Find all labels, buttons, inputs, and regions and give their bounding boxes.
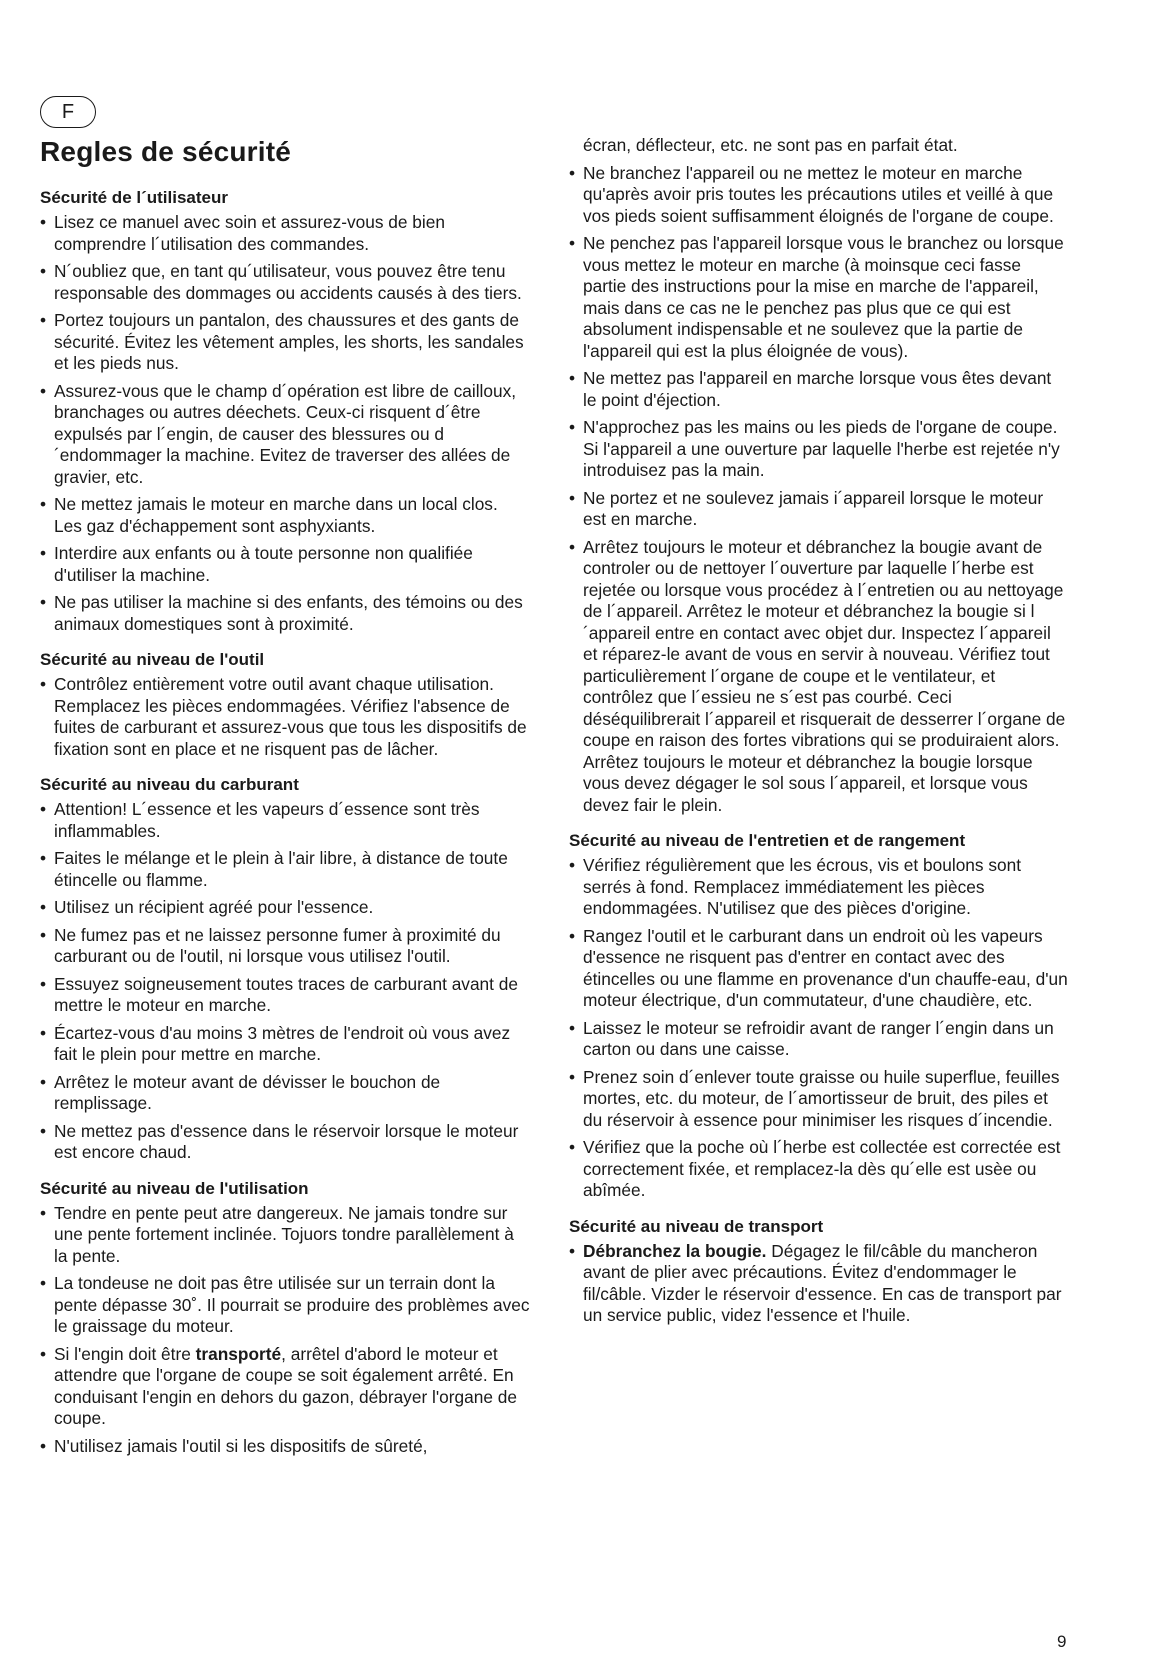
- list-item: • N'utilisez jamais l'outil si les dispositifs de sûreté,: [40, 1435, 428, 1456]
- section-heading-user: Sécurité de l´utilisateur: [40, 188, 228, 207]
- tool-safety-list: [40, 674, 530, 760]
- list-item: • Interdire aux enfants ou à toute personne non qualifiée d'utiliser la machine.: [40, 543, 473, 585]
- left-column: [40, 187, 530, 1463]
- right-column: [569, 135, 1069, 1333]
- list-item: • Contrôlez entièrement votre outil avant chaque utilisation. Remplacez les pièces endommagées. Vérifiez l'absence de fuites de carburant et assurez-vous que tous les dispositifs de fixation sont en place et ne risquent pas de lâcher.: [40, 674, 527, 759]
- list-item: • Ne mettez pas l'appareil en marche lorsque vous êtes devant le point d'éjection.: [569, 368, 1052, 410]
- list-item: • Assurez-vous que le champ d´opération est libre de cailloux, branchages ou autres déechets. Ceux-ci risquent d´être expulsés par l´engin, de causer des blessures ou d´endommager la machine. Evitez de traverser des allées de gravier, etc.: [40, 380, 517, 487]
- list-item: • La tondeuse ne doit pas être utilisée sur un terrain dont la pente dépasse 30˚. Il pourrait se produire des problèmes avec le graissage du moteur.: [40, 1273, 530, 1336]
- list-item: • Ne mettez pas d'essence dans le réservoir lorsque le moteur est encore chaud.: [40, 1120, 519, 1162]
- section-heading-tool: Sécurité au niveau de l'outil: [40, 650, 265, 669]
- maintenance-safety-list: [569, 855, 1069, 1202]
- list-item: • Écartez-vous d'au moins 3 mètres de l'endroit où vous avez fait le plein pour mettre en marche.: [40, 1022, 511, 1064]
- list-item: • Prenez soin d´enlever toute graisse ou huile superflue, feuilles mortes, etc. du moteur, de l´amortisseur de bruit, des piles et du réservoir à essence pour minimiser les risques d´incendie.: [569, 1066, 1060, 1130]
- continued-list: [569, 163, 1069, 817]
- page-title: Regles de sécurité: [40, 136, 292, 167]
- list-item: • Vérifiez régulièrement que les écrous, vis et boulons sont serrés à fond. Remplacez immédiatement les pièces endommagées. N'utilisez que des pièces d'origine.: [569, 855, 1022, 918]
- list-item: • Ne pas utiliser la machine si des enfants, des témoins ou des animaux domestiques sont à proximité.: [40, 592, 523, 634]
- language-badge: [40, 96, 96, 128]
- list-item: • Utilisez un récipient agréé pour l'essence.: [40, 897, 374, 917]
- list-item: • Laissez le moteur se refroidir avant de ranger l´engin dans un carton ou dans une caisse.: [569, 1017, 1054, 1059]
- list-item: • Lisez ce manuel avec soin et assurez-vous de bien comprendre l´utilisation des commandes.: [40, 212, 445, 254]
- list-item: • Ne branchez l'appareil ou ne mettez le moteur en marche qu'après avoir pris toutes les précautions utiles et veillé à que vos pieds soient suffisamment éloignés de l'organe de coupe.: [569, 162, 1054, 226]
- list-item: • Attention! L´essence et les vapeurs d´essence sont très inflammables.: [40, 799, 480, 841]
- section-heading-maintenance: Sécurité au niveau de l'entretien et de rangement: [569, 831, 966, 850]
- list-item: • Ne fumez pas et ne laissez personne fumer à proximité du carburant ou de l'outil, ni lorsque vous utilisez l'outil.: [40, 924, 501, 966]
- language-badge-label: F: [61, 101, 75, 123]
- section-heading-transport: Sécurité au niveau de transport: [569, 1216, 824, 1236]
- list-item: • N´oubliez que, en tant qu´utilisateur, vous pouvez être tenu responsable des dommages ou accidents causés à des tiers.: [40, 261, 522, 303]
- list-item: • Vérifiez que la poche où l´herbe est collectée est correctée est correctement fixée, et remplacez-la dès qu´elle est usèe ou abîmée.: [569, 1137, 1061, 1200]
- continued-text: écran, déflecteur, etc. ne sont pas en parfait état.: [583, 135, 958, 155]
- list-item: • Tendre en pente peut atre dangereux. Ne jamais tondre sur une pente fortement inclinée. Tojuors tondre parallèlement à la pente.: [40, 1202, 514, 1266]
- list-item: • Rangez l'outil et le carburant dans un endroit où les vapeurs d'essence ne risquent pas d'entrer en contact avec des étincelles ou une flamme en provenance d'un chauffe-eau, d'un moteur électrique, d'un commutateur, d'une chaudière, etc.: [569, 925, 1068, 1010]
- list-item: • Essuyez soigneusement toutes traces de carburant avant de mettre le moteur en marche.: [40, 973, 518, 1015]
- list-item: • Portez toujours un pantalon, des chaussures et des gants de sécurité. Évitez les vêtement amples, les shorts, les sandales et les pieds nus.: [40, 310, 524, 373]
- section-heading-usage: Sécurité au niveau de l'utilisation: [40, 1178, 309, 1198]
- list-item: • N'approchez pas les mains ou les pieds de l'organe de coupe. Si l'appareil a une ouverture par laquelle l'herbe est rejetée n'y introduisez pas la main.: [569, 417, 1060, 480]
- list-item: • Arrêtez toujours le moteur et débranchez la bougie avant de controler ou de nettoyer l´ouverture par laquelle l´herbe est rejetée ou lorsque vous procédez à l´entretien ou au nettoyage de l´appareil. Arrêtez le moteur et débranchez la bougie si l´appareil entre en contact avec objet dur. Inspectez l´appareil et réparez-le avant de vous en servir à nouveau. Vérifiez tout particulièrement l´organe de coupe et le ventilateur, et contrôlez que l´essieu ne s´est pas courbé. Ceci déséquilibrerait l´appareil et risquerait de desserrer l´organe de coupe en raison des fortes vibrations qui se produiraient alors. Arrêtez toujours le moteur et débranchez la bougie lorsque vous devez dégager le sol sous l´appareil, et lorsque vous devez fair le plein.: [569, 536, 1066, 815]
- usage-safety-list: [40, 1203, 530, 1458]
- list-item: • Faites le mélange et le plein à l'air libre, à distance de toute étincelle ou flamme.: [40, 848, 508, 890]
- section-heading-fuel: Sécurité au niveau du carburant: [40, 775, 299, 794]
- user-safety-list: [40, 212, 530, 635]
- page-number: 9: [1057, 1632, 1067, 1651]
- list-item: • Ne portez et ne soulevez jamais i´appareil lorsque le moteur est en marche.: [569, 487, 1044, 529]
- transport-safety-list: [569, 1241, 1069, 1327]
- fuel-safety-list: [40, 799, 530, 1164]
- list-item: • Si l'engin doit être transporté, arrêtel d'abord le moteur et attendre que l'organe de coupe se soit également arrêté. En conduisant l'engin en dehors du gazon, débrayer l'organe de coupe.: [40, 1343, 517, 1428]
- list-item: • Ne penchez pas l'appareil lorsque vous le branchez ou lorsque vous mettez le moteur en marche (à moinsque ceci fasse partie des instructions pour la mise en marche de l'appareil, mais dans ce cas ne le penchez pas plus que ce qui est absolument indispensable et ne soulevez que la partie de l'appareil qui est la plus éloignée de vous).: [569, 233, 1064, 361]
- list-item: • Ne mettez jamais le moteur en marche dans un local clos. Les gaz d'échappement sont asphyxiants.: [40, 494, 498, 536]
- list-item: • Débranchez la bougie. Dégagez le fil/câble du mancheron avant de plier avec précautions. Évitez d'endommager le fil/câble. Vizder le réservoir d'essence. En cas de transport par un service public, videz l'essence et l'huile.: [569, 1240, 1062, 1325]
- list-item: • Arrêtez le moteur avant de dévisser le bouchon de remplissage.: [40, 1071, 441, 1113]
